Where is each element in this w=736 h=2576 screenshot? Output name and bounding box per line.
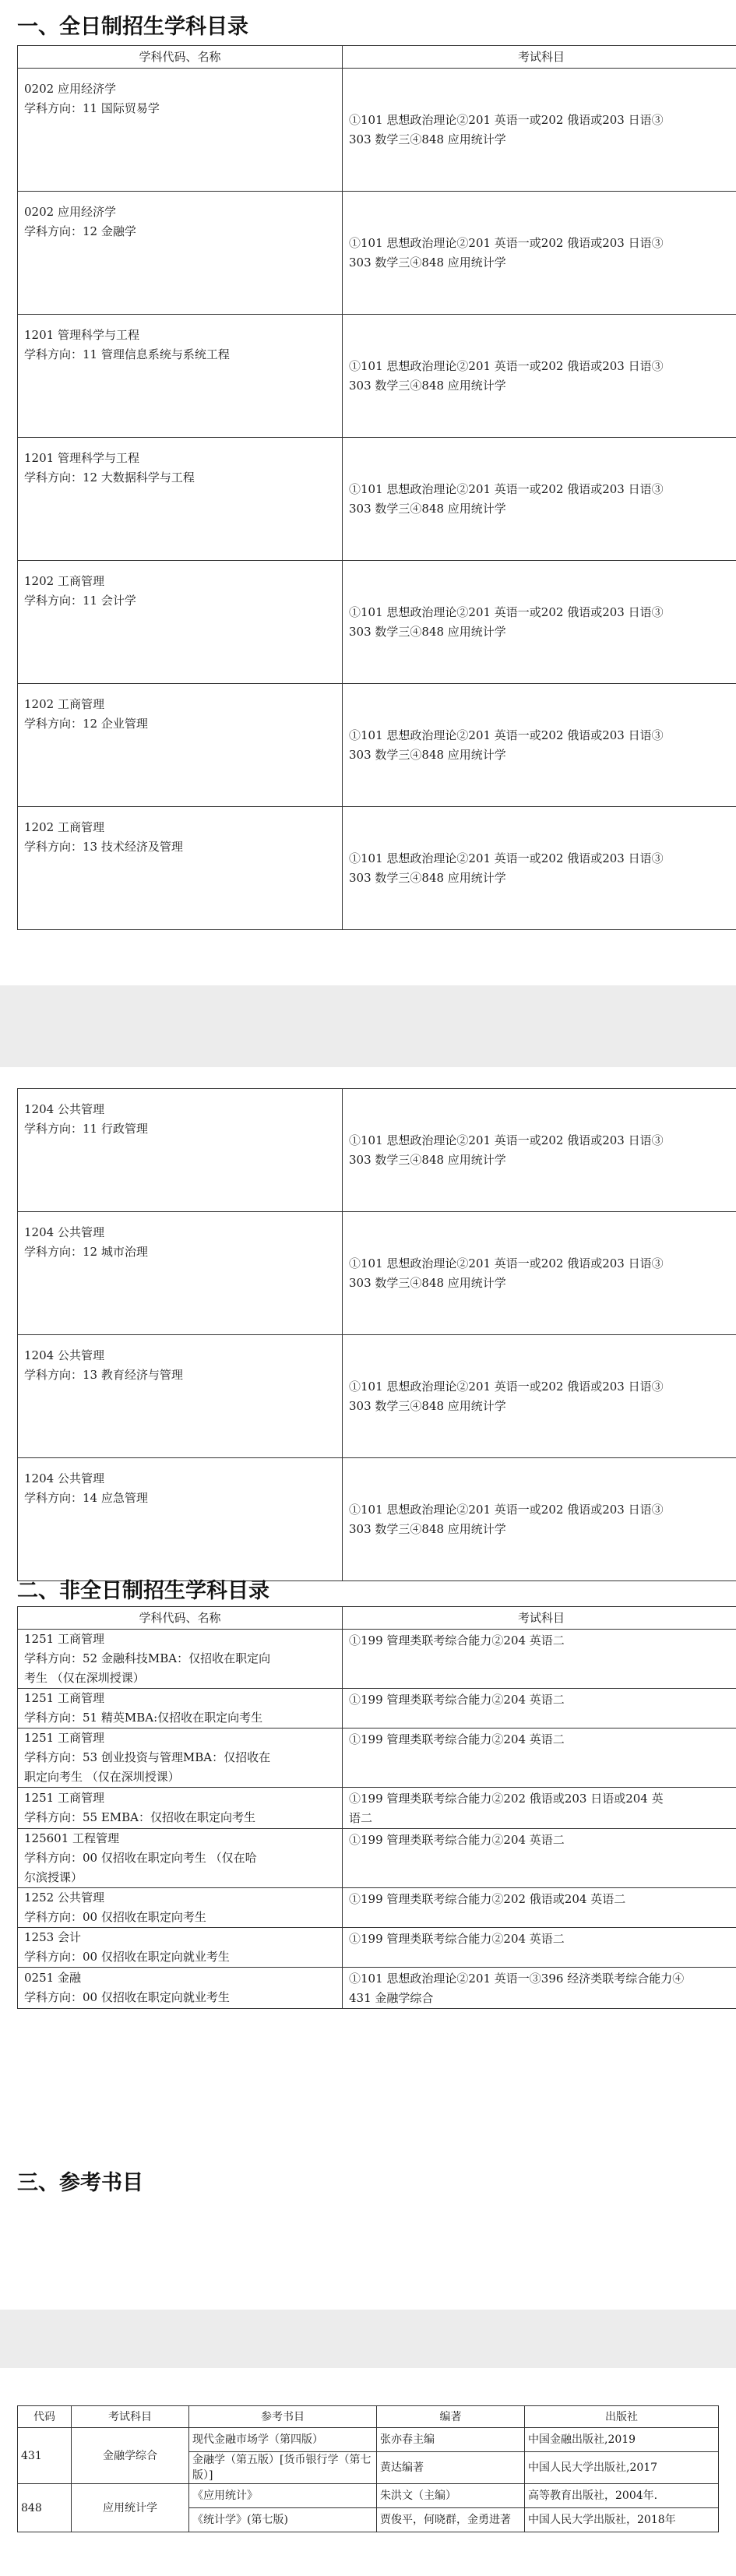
book-publisher-cell: 高等教育出版社，2004年. [525,2484,719,2508]
exam-subjects-cell [343,1829,736,1888]
table-row [18,1888,736,1928]
table-row [18,315,736,438]
page-2 [0,1067,736,2310]
page-1 [0,0,736,985]
exam-line: ①101 思想政治理论②201 英语一③396 经济类联考综合能力④ [349,1972,685,1986]
code-name-line: 0251 金融 [24,1971,81,1985]
table-header-row [18,2406,719,2428]
code-name-cell [18,1335,343,1458]
subject-name-cell: 金融学综合 [72,2428,189,2484]
fulltime-table-part-2 [17,1088,736,1581]
code-name-line: 学科方向：00 仅招收在职定向考生 （仅在哈 [24,1851,257,1865]
header-reference-book: 参考书目 [189,2406,377,2428]
exam-line: 303 数学三④848 应用统计学 [349,870,506,885]
table-header-row [18,1607,736,1630]
code-name-line: 125601 工程管理 [24,1831,120,1845]
exam-line: ①199 管理类联考综合能力②204 英语二 [349,1732,565,1746]
exam-line: ①101 思想政治理论②201 英语一或202 俄语或203 日语③ [349,604,664,619]
table-row [18,1689,736,1728]
code-name-cell [18,315,343,438]
code-name-line: 职定向考生 （仅在深圳授课） [24,1770,180,1784]
exam-line: 303 数学三④848 应用统计学 [349,255,506,270]
discipline-direction: 学科方向：12 城市治理 [24,1245,148,1259]
table-row [18,438,736,561]
header-subject: 考试科目 [72,2406,189,2428]
book-publisher-cell: 中国金融出版社,2019 [525,2428,719,2452]
exam-line: ①101 思想政治理论②201 英语一或202 俄语或203 日语③ [349,358,664,373]
discipline-code: 1201 管理科学与工程 [24,451,139,465]
exam-subjects-cell [343,69,736,192]
exam-line: ①101 思想政治理论②201 英语一或202 俄语或203 日语③ [349,235,664,250]
page-3 [0,2368,736,2576]
exam-line: 303 数学三④848 应用统计学 [349,378,506,393]
exam-line: 303 数学三④848 应用统计学 [349,1152,506,1167]
discipline-code: 0202 应用经济学 [24,205,116,219]
code-name-cell [18,69,343,192]
discipline-code: 1202 工商管理 [24,697,104,711]
table-row [18,1630,736,1689]
discipline-code: 1201 管理科学与工程 [24,328,139,342]
section-2-title: 二、非全日制招生学科目录 [17,1579,269,1603]
code-name-line: 1251 工商管理 [24,1632,104,1646]
exam-line: 303 数学三④848 应用统计学 [349,1398,506,1413]
header-code-name: 学科代码、名称 [18,46,343,69]
header-publisher: 出版社 [525,2406,719,2428]
discipline-code: 1202 工商管理 [24,574,104,588]
code-name-cell [18,1089,343,1212]
table-row [18,807,736,930]
discipline-code: 1204 公共管理 [24,1225,104,1239]
exam-line: 303 数学三④848 应用统计学 [349,1275,506,1290]
fulltime-table-part-1 [17,45,736,930]
subject-code-cell: 431 [18,2428,72,2484]
exam-subjects-cell [343,1458,736,1581]
table-row [18,2428,719,2452]
code-name-cell [18,1212,343,1335]
exam-line: 431 金融学综合 [349,1991,434,2005]
code-name-cell [18,1829,343,1888]
table-row [18,684,736,807]
code-name-cell [18,1458,343,1581]
table-row [18,1829,736,1888]
header-exam-subjects: 考试科目 [343,46,736,69]
exam-line: ①101 思想政治理论②201 英语一或202 俄语或203 日语③ [349,112,664,127]
code-name-cell [18,1689,343,1728]
code-name-cell [18,807,343,930]
exam-subjects-cell [343,1335,736,1458]
table-row [18,1928,736,1968]
discipline-direction: 学科方向：13 技术经济及管理 [24,840,183,854]
exam-line: ①101 思想政治理论②201 英语一或202 俄语或203 日语③ [349,851,664,865]
exam-line: ①101 思想政治理论②201 英语一或202 俄语或203 日语③ [349,1256,664,1270]
book-author-cell: 贾俊平，何晓群，金勇进著 [377,2508,525,2532]
table-header-row [18,46,736,69]
table-row [18,1968,736,2009]
exam-subjects-cell [343,1630,736,1689]
code-name-line: 学科方向：52 金融科技MBA：仅招收在职定向 [24,1651,271,1665]
code-name-cell [18,438,343,561]
table-row [18,1788,736,1829]
exam-subjects-cell [343,1212,736,1335]
subject-code-cell: 848 [18,2484,72,2532]
header-exam-subjects: 考试科目 [343,1607,736,1630]
code-name-cell [18,1788,343,1829]
discipline-direction: 学科方向：11 行政管理 [24,1122,148,1136]
discipline-direction: 学科方向：12 金融学 [24,224,136,238]
exam-line: ①199 管理类联考综合能力②204 英语二 [349,1932,565,1946]
book-title-cell: 《应用统计》 [189,2484,377,2508]
discipline-direction: 学科方向：12 大数据科学与工程 [24,470,195,485]
table-row [18,192,736,315]
discipline-direction: 学科方向：11 会计学 [24,594,136,608]
code-name-cell [18,1630,343,1689]
exam-line: 303 数学三④848 应用统计学 [349,747,506,762]
discipline-direction: 学科方向：11 管理信息系统与系统工程 [24,347,230,361]
code-name-line: 学科方向：53 创业投资与管理MBA：仅招收在 [24,1750,271,1764]
page-gap [0,985,736,1067]
code-name-line: 1252 公共管理 [24,1891,104,1905]
exam-line: ①101 思想政治理论②201 英语一或202 俄语或203 日语③ [349,1379,664,1394]
exam-line: 303 数学三④848 应用统计学 [349,501,506,516]
code-name-cell [18,1888,343,1928]
code-name-cell [18,192,343,315]
code-name-cell [18,561,343,684]
reference-books-table [17,2405,719,2532]
code-name-line: 1251 工商管理 [24,1691,104,1705]
parttime-table [17,1606,736,2009]
exam-subjects-cell [343,561,736,684]
book-author-cell: 黄达编著 [377,2452,525,2484]
book-publisher-cell: 中国人民大学出版社，2018年 [525,2508,719,2532]
code-name-line: 考生 （仅在深圳授课） [24,1671,145,1685]
table-row [18,69,736,192]
table-row [18,561,736,684]
code-name-line: 学科方向：00 仅招收在职定向就业考生 [24,1950,230,1964]
subject-name-cell: 应用统计学 [72,2484,189,2532]
discipline-code: 1204 公共管理 [24,1471,104,1485]
book-publisher-cell: 中国人民大学出版社,2017 [525,2452,719,2484]
exam-subjects-cell [343,684,736,807]
exam-line: 303 数学三④848 应用统计学 [349,1521,506,1536]
book-author-cell: 朱洪文（主编） [377,2484,525,2508]
code-name-cell [18,1968,343,2009]
code-name-cell [18,684,343,807]
exam-subjects-cell [343,1888,736,1928]
code-name-line: 1253 会计 [24,1930,81,1944]
table-row [18,1335,736,1458]
book-title-cell: 《统计学》(第七版) [189,2508,377,2532]
exam-line: ①199 管理类联考综合能力②204 英语二 [349,1693,565,1707]
discipline-code: 1204 公共管理 [24,1102,104,1116]
exam-line: ①101 思想政治理论②201 英语一或202 俄语或203 日语③ [349,1133,664,1147]
exam-subjects-cell [343,192,736,315]
exam-line: ①199 管理类联考综合能力②204 英语二 [349,1833,565,1847]
exam-subjects-cell [343,1089,736,1212]
exam-line: ①199 管理类联考综合能力②204 英语二 [349,1633,565,1647]
code-name-line: 1251 工商管理 [24,1731,104,1745]
discipline-direction: 学科方向：14 应急管理 [24,1491,148,1505]
header-code-name: 学科代码、名称 [18,1607,343,1630]
exam-subjects-cell [343,438,736,561]
exam-line: 303 数学三④848 应用统计学 [349,132,506,146]
discipline-direction: 学科方向：13 教育经济与管理 [24,1368,183,1382]
exam-subjects-cell [343,1928,736,1968]
exam-line: ①199 管理类联考综合能力②202 俄语或204 英语二 [349,1892,626,1906]
code-name-line: 1251 工商管理 [24,1791,104,1805]
discipline-code: 0202 应用经济学 [24,82,116,96]
book-title-cell: 现代金融市场学（第四版） [189,2428,377,2452]
table-row [18,1728,736,1788]
section-3-title: 三、参考书目 [17,2171,143,2195]
code-name-cell [18,1928,343,1968]
code-name-line: 学科方向：00 仅招收在职定向就业考生 [24,1990,230,2004]
discipline-code: 1204 公共管理 [24,1348,104,1362]
exam-line: ①101 思想政治理论②201 英语一或202 俄语或203 日语③ [349,481,664,496]
table-row [18,1089,736,1212]
header-code: 代码 [18,2406,72,2428]
code-name-cell [18,1728,343,1788]
discipline-direction: 学科方向：12 企业管理 [24,717,148,731]
page-gap [0,2310,736,2368]
table-row [18,2484,719,2508]
exam-line: ①101 思想政治理论②201 英语一或202 俄语或203 日语③ [349,728,664,742]
exam-line: ①199 管理类联考综合能力②202 俄语或203 日语或204 英 [349,1792,664,1806]
discipline-direction: 学科方向：11 国际贸易学 [24,101,160,115]
exam-subjects-cell [343,1728,736,1788]
discipline-code: 1202 工商管理 [24,820,104,834]
code-name-line: 尔滨授课） [24,1870,83,1884]
code-name-line: 学科方向：00 仅招收在职定向考生 [24,1910,206,1924]
exam-subjects-cell [343,807,736,930]
code-name-line: 学科方向：51 精英MBA:仅招收在职定向考生 [24,1711,263,1725]
code-name-line: 学科方向：55 EMBA：仅招收在职定向考生 [24,1810,256,1824]
book-author-cell: 张亦春主编 [377,2428,525,2452]
header-author: 编著 [377,2406,525,2428]
section-1-title: 一、全日制招生学科目录 [17,15,248,39]
table-row [18,1458,736,1581]
table-row [18,1212,736,1335]
exam-subjects-cell [343,1788,736,1829]
exam-subjects-cell [343,1968,736,2009]
exam-subjects-cell [343,1689,736,1728]
exam-line: ①101 思想政治理论②201 英语一或202 俄语或203 日语③ [349,1502,664,1517]
exam-subjects-cell [343,315,736,438]
exam-line: 语二 [349,1811,373,1825]
book-title-cell: 金融学（第五版）[货币银行学（第七版）] [189,2452,377,2484]
exam-line: 303 数学三④848 应用统计学 [349,624,506,639]
